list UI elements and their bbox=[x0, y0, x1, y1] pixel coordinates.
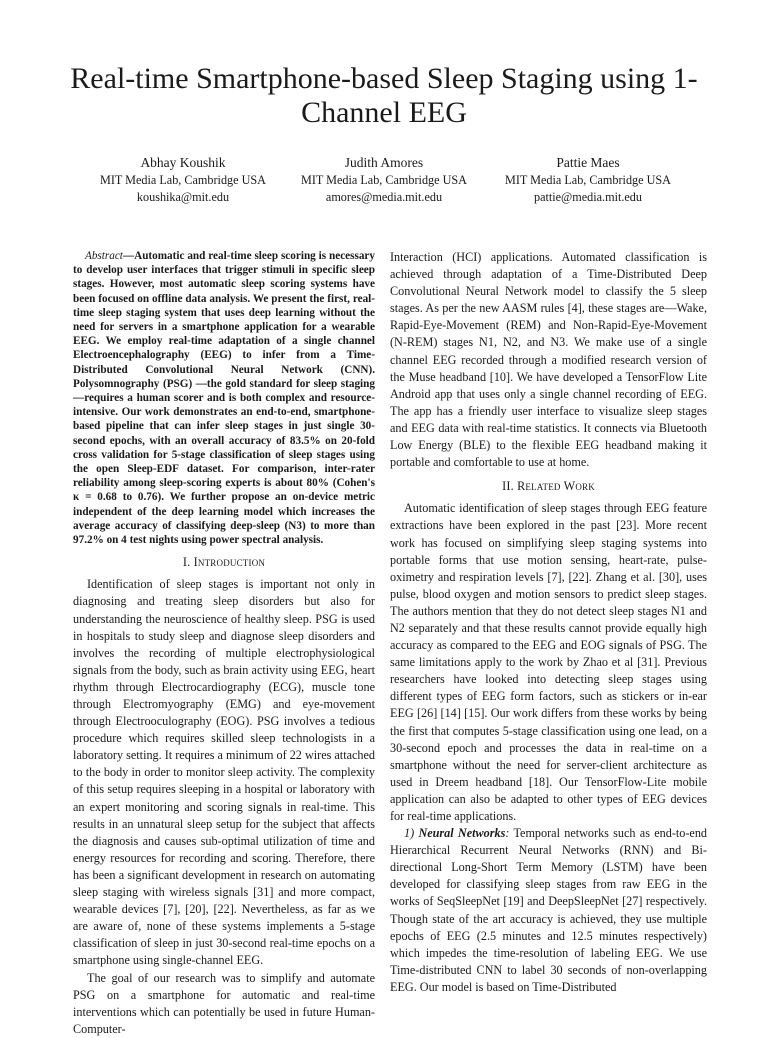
subsection-number: 1) bbox=[404, 826, 415, 841]
right-column bbox=[390, 249, 707, 996]
subsection-title: Neural Networks: bbox=[418, 826, 510, 841]
author-affiliation: MIT Media Lab, Cambridge USA bbox=[301, 173, 467, 187]
author-affiliation: MIT Media Lab, Cambridge USA bbox=[505, 173, 671, 187]
paper-title: Real-time Smartphone-based Sleep Staging using 1-Channel EEG bbox=[70, 62, 698, 129]
abstract-text: —Automatic and real-time sleep scoring is necessary to develop user interfaces that trigger stimuli in specific sleep stages. However, most automatic sleep scoring systems have been focused on offline data analysis. We present the first, real-time sleep staging system that uses deep learning without the need for servers in a smartphone application for a wearable EEG. We employ real-time adaptation of a single channel Electroencephalography (EEG) to infer from a Time-Distributed Convolutional Neural Network (CNN). Polysomnography (PSG) —the gold standard for sleep staging—requires a human scorer and is both complex and resource-intensive. Our work demonstrates an end-to-end, smartphone-based pipeline that can infer sleep stages in just single 30-second epochs, with an overall accuracy of 83.5% on 20-fold cross validation for 5-stage classification of sleep stages using the open Sleep-EDF dataset. For comparison, inter-rater reliability among sleep-scoring experts is about 80% (Cohen's κ = 0.68 to 0.76). We further propose an on-device metric independent of the deep learning model which increases the average accuracy of classifying deep-sleep (N3) to more than 97.2% on 4 test nights using power spectral analysis. bbox=[73, 250, 375, 547]
left-column bbox=[73, 249, 375, 1038]
section-heading-related-work bbox=[390, 478, 707, 495]
section-number: I. bbox=[182, 555, 191, 570]
abstract-label: Abstract bbox=[85, 250, 123, 262]
section-number: II. bbox=[502, 479, 514, 494]
author-email: pattie@media.mit.edu bbox=[533, 190, 642, 204]
author-3 bbox=[473, 154, 703, 206]
author-2 bbox=[269, 154, 499, 206]
intro-paragraph-1: Identification of sleep stages is important not only in diagnosing and treating sleep disorders but also for understanding the neuroscience of healthy sleep. PSG is used in hospitals to study sleep and diagnose sleep disorders and involves the recording of multiple electrophysiological signals from the body, such as brain activity using EEG, heart rhythm through Electrocardiography (ECG), muscle tone through Electromyography (EMG) and eye-movement through Electrooculography (EOG). PSG involves a tedious procedure which requires skilled sleep technologists in a laboratory setting. It requires a minimum of 22 wires attached to the body in order to monitor sleep activity. The complexity of this setup requires sleeping in a hospital or laboratory with an expert monitoring and scoring signals in real-time. This results in an unnatural sleep setup for the subject that affects the diagnosis and causes sub-optimal utilization of time and energy resources for recording and scoring. Therefore, there has been a significant development in research on automating sleep staging with wireless signals [31] and more compact, wearable devices [7], [20], [22]. Nevertheless, as far as we are aware of, none of these systems implements a 5-stage classification of sleep in just 30-second real-time epochs on a smartphone using single-channel EEG. bbox=[73, 577, 375, 968]
author-affiliation: MIT Media Lab, Cambridge USA bbox=[100, 173, 266, 187]
section-title: Introduction bbox=[193, 555, 266, 570]
abstract bbox=[73, 249, 375, 547]
author-name: Abhay Koushik bbox=[140, 155, 226, 170]
intro-paragraph-2: The goal of our research was to simplify and automate PSG on a smartphone for automatic and real-time interventions which can potentially be used in future Human-Computer- bbox=[73, 970, 375, 1036]
author-name: Judith Amores bbox=[344, 155, 424, 170]
section-heading-introduction bbox=[73, 554, 375, 571]
author-name: Pattie Maes bbox=[556, 155, 620, 170]
section-title: Related Work bbox=[517, 479, 595, 494]
author-email: amores@media.mit.edu bbox=[325, 190, 443, 204]
subsection-text: Temporal networks such as end-to-end Hierarchical Recurrent Neural Networks (RNN) and Bi-directional Long-Short Term Memory (LSTM) have been developed for classifying sleep stages from raw EEG in the works of SeqSleepNet [19] and DeepSleepNet [27] respectively. Though state of the art accuracy is achieved, they use multiple epochs of EEG (2.5 minutes and 12.5 minutes respectively) which impedes the time-resolution of labeling EEG. We use Time-distributed CNN to label 30 seconds of non-overlapping EEG. Our model is based on Time-Distributed bbox=[390, 826, 708, 994]
intro-paragraph-2-continued: Interaction (HCI) applications. Automated classification is achieved through adaptation of a Time-Distributed Deep Convolutional Neural Network model to classify the 5 sleep stages. As per the new AASM rules [4], these stages are—Wake, Rapid-Eye-Movement (REM) and Non-Rapid-Eye-Movement (N-REM) stages N1, N2, and N3. We make use of a single channel EEG recorded through a modified research version of the Muse headband [10]. We have developed a TensorFlow Lite Android app that uses only a single channel recording of EEG. The app has a friendly user interface to visualize sleep stages and EEG data with real-time statistics. It connects via Bluetooth Low Energy (BLE) to the flexible EEG headband making it portable and comfortable to use at home. bbox=[390, 250, 707, 470]
related-paragraph-1: Automatic identification of sleep stages through EEG feature extractions have been explored in the past [23]. More recent work has focused on simplifying sleep staging systems into portable forms that use motion sensing, heart-rate, pulse-oximetry and respiration levels [7], [22]. Zhang et al. [30], uses pulse, blood oxygen and motion sensors to predict sleep stages. The authors mention that they do not detect sleep stages N1 and N2 separately and that these results cannot provide equally high accuracy as compared to the EEG and EOG signals of PSG. The same limitations apply to the work by Zhao et al [31]. Previous researchers have looked into detecting sleep stages using different types of EEG form factors, such as stickers or in-ear EEG [26] [14] [15]. Our work differs from these works by being the first that computes 5-stage classification using one lead, on a 30-second epoch and processes the data in real-time on a smartphone without the need for server-client architecture as used in Dreem headband [18]. Our TensorFlow-Lite mobile application can also be adapted to other types of EEG devices for real-time applications. bbox=[390, 501, 707, 823]
neural-networks-paragraph bbox=[390, 825, 707, 996]
author-email: koushika@mit.edu bbox=[136, 190, 230, 204]
author-1 bbox=[68, 154, 298, 206]
